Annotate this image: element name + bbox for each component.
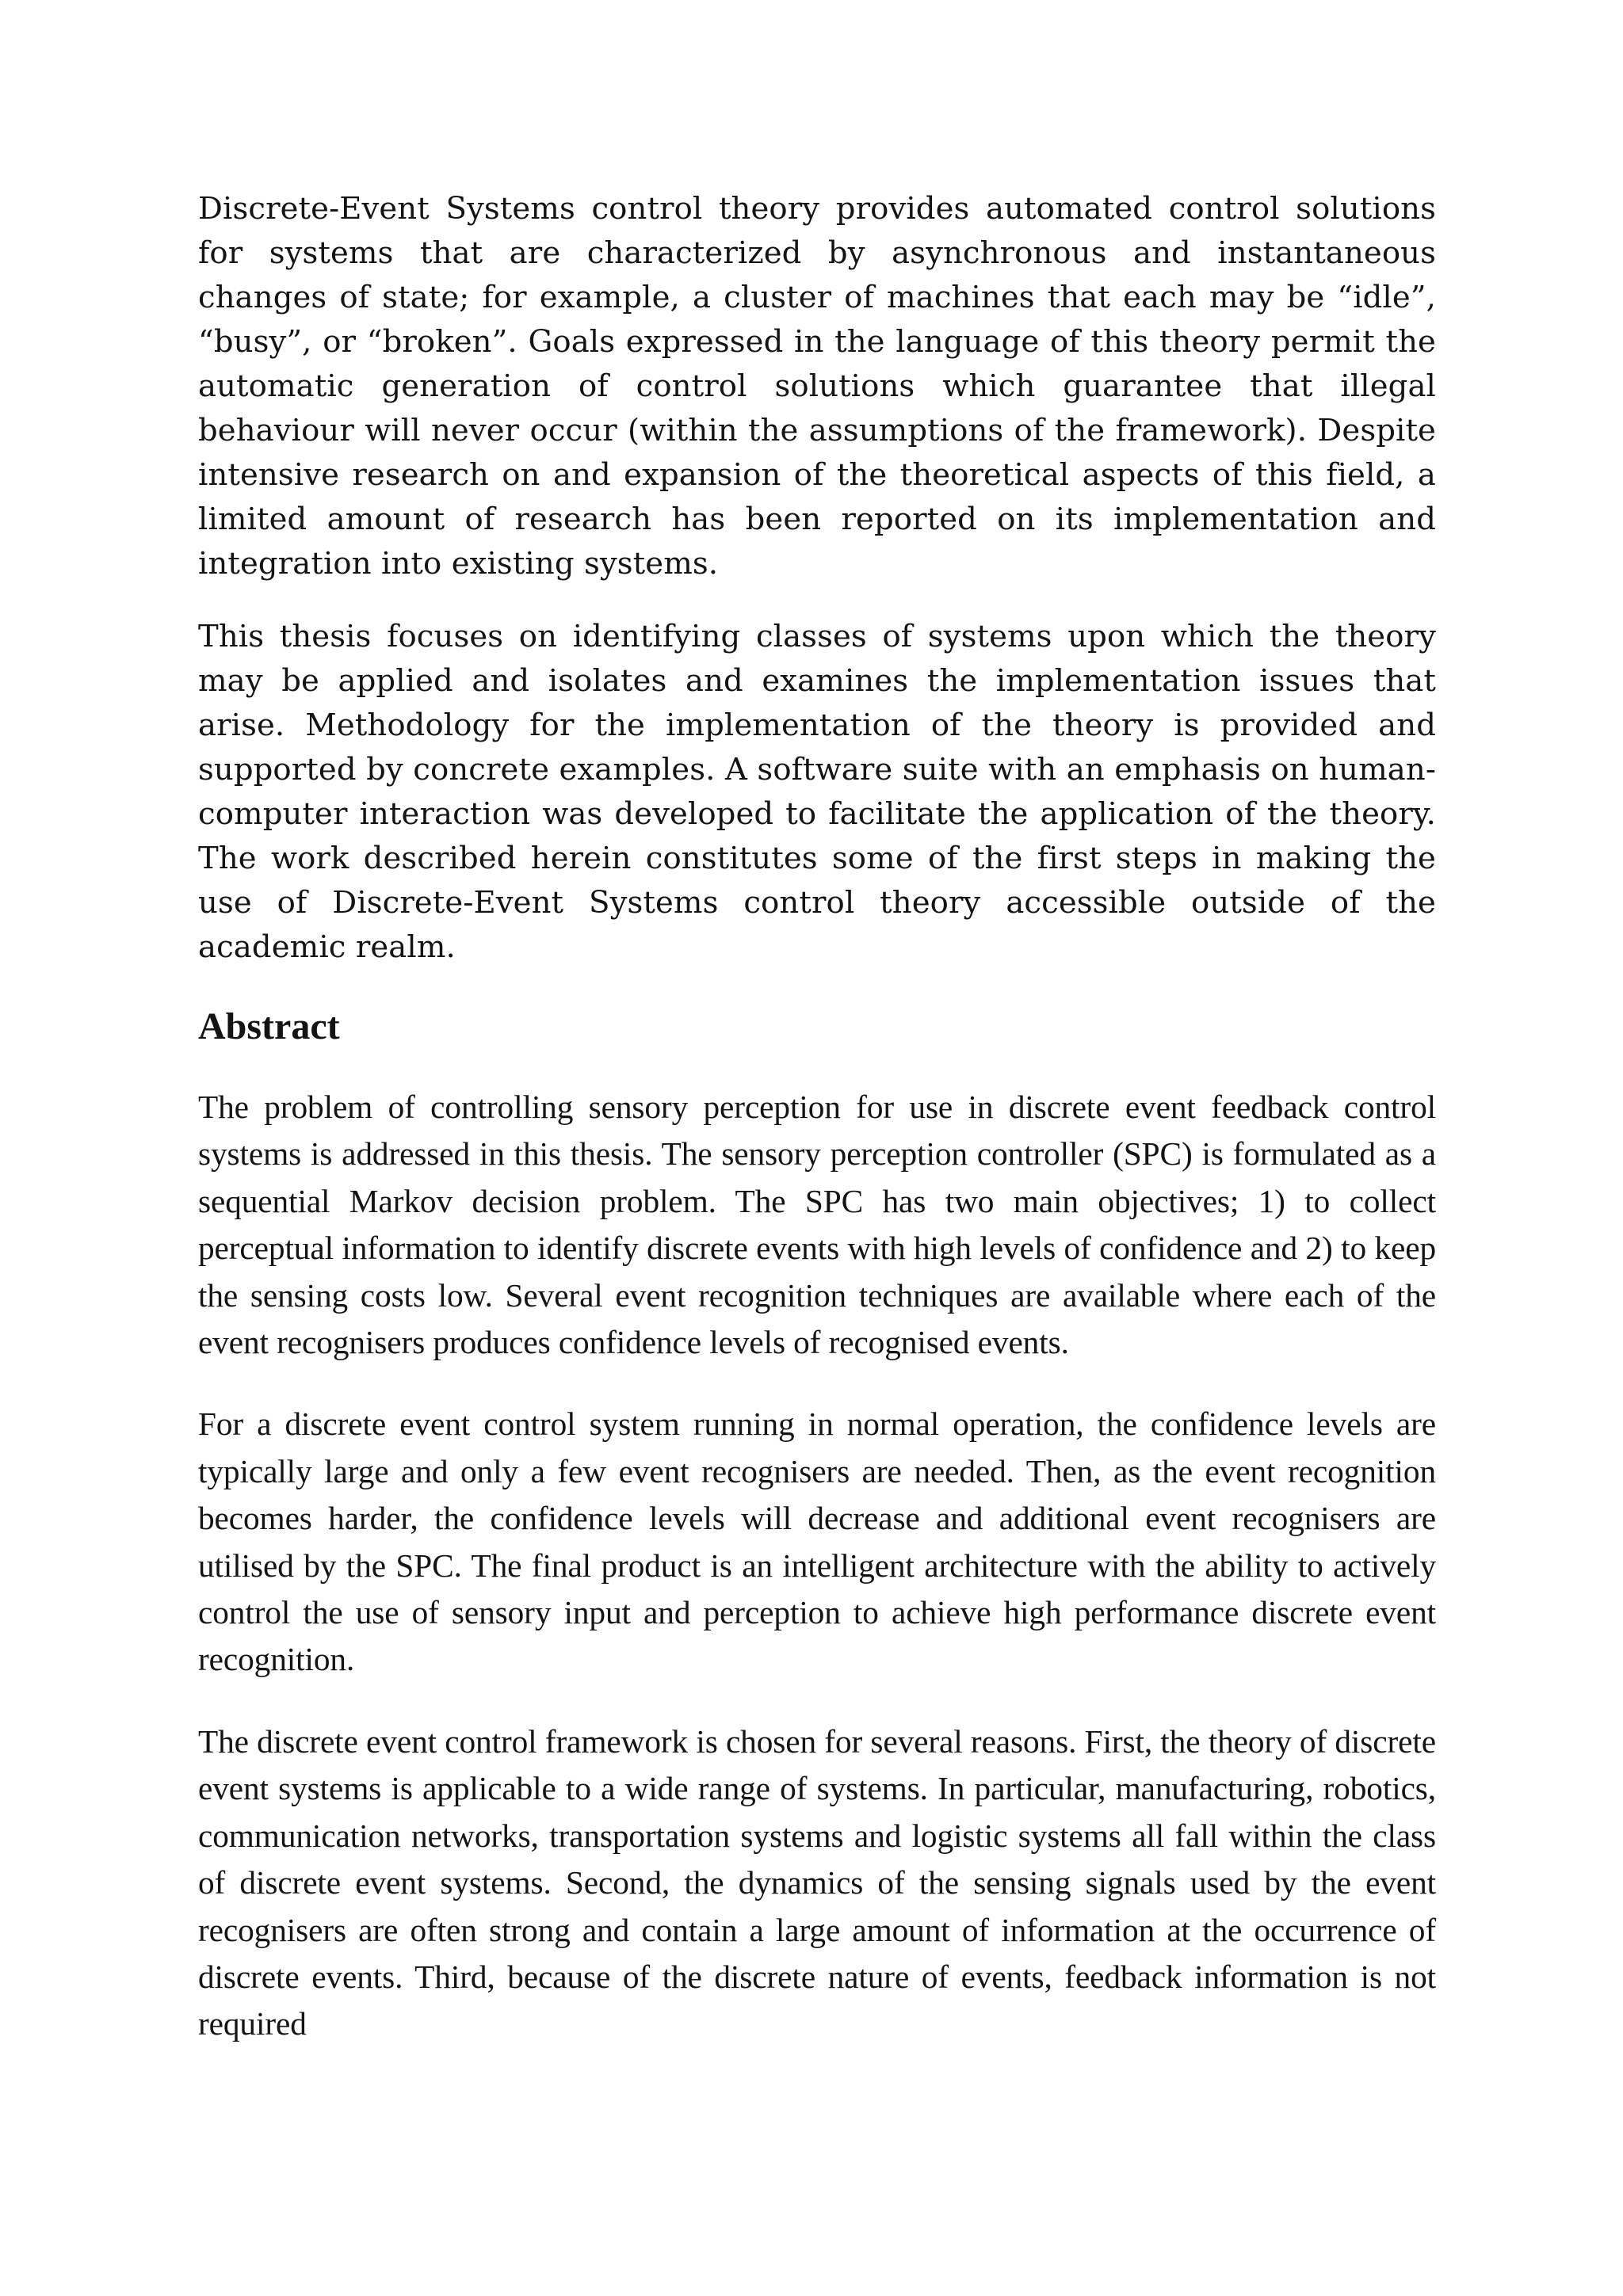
document-page: [198, 187, 1436, 2048]
abstract-paragraph-1: The problem of controlling sensory perception for use in discrete event feedback control systems is addressed in this thesis. The sensory perception controller (SPC) is formulated as a sequential Markov decision problem. The SPC has two main objectives; 1) to collect perceptual information to identify discrete events with high levels of confidence and 2) to keep the sensing costs low. Several event recognition techniques are available where each of the event recognisers produces confidence levels of recognised events.: [198, 1089, 1436, 1361]
intro-paragraph-2: This thesis focuses on identifying classes of systems upon which the theory may be applied and isolates and examines the implementation issues that arise. Methodology for the implementation of the theory is provided and supported by concrete examples. A software suite with an emphasis on human-computer interaction was developed to facilitate the application of the theory. The work described herein constitutes some of the first steps in making the use of Discrete-Event Systems control theory accessible outside of the academic realm.: [198, 619, 1436, 965]
abstract-paragraph-2: For a discrete event control system running in normal operation, the confidence levels are typically large and only a few event recognisers are needed. Then, as the event recognition becomes harder, the confidence levels will decrease and additional event recognisers are utilised by the SPC. The final product is an intelligent architecture with the ability to actively control the use of sensory input and perception to achieve high performance discrete event recognition.: [198, 1405, 1436, 1678]
section-heading-abstract: Abstract: [198, 1005, 340, 1047]
intro-paragraph-1: Discrete-Event Systems control theory provides automated control solutions for systems that are characterized by asynchronous and instantaneous changes of state; for example, a cluster of machines that each may be “idle”, “busy”, or “broken”. Goals expressed in the language of this theory permit the automatic generation of control solutions which guarantee that illegal behaviour will never occur (within the assumptions of the framework). Despite intensive research on and expansion of the theoretical aspects of this field, a limited amount of research has been reported on its implementation and integration into existing systems.: [198, 191, 1436, 582]
abstract-paragraph-3: The discrete event control framework is chosen for several reasons. First, the theory of discrete event systems is applicable to a wide range of systems. In particular, manufacturing, robotics, communication networks, transportation systems and logistic systems all fall within the class of discrete event systems. Second, the dynamics of the sensing signals used by the event recognisers are often strong and contain a large amount of information at the occurrence of discrete events. Third, because of the discrete nature of events, feedback information is not required: [198, 1722, 1436, 2042]
